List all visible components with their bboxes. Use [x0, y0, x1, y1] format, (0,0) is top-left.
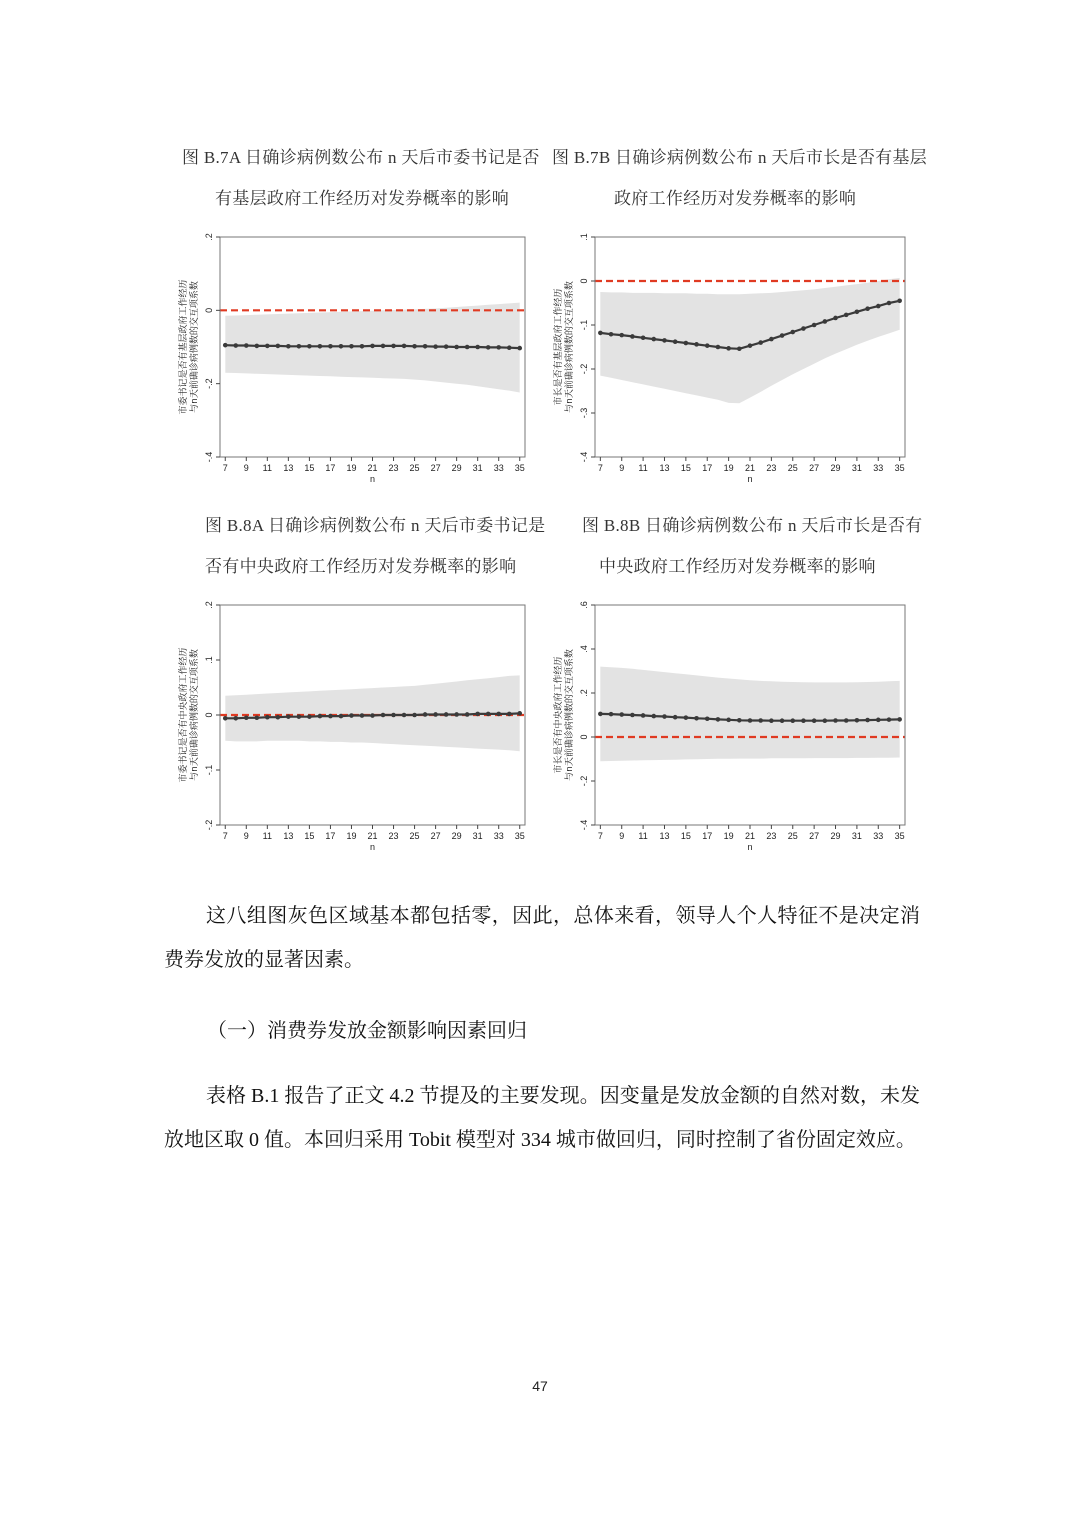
coefficient-point	[412, 713, 417, 718]
coefficient-point	[823, 718, 828, 723]
coefficient-point	[223, 716, 228, 721]
coefficient-point	[265, 715, 270, 720]
x-tick-label: 33	[873, 463, 884, 473]
x-tick-label: 29	[451, 831, 462, 841]
x-tick-label: 23	[766, 463, 777, 473]
chart-b8b	[545, 593, 915, 855]
figure-caption-b8a-line1: 图 B.8A 日确诊病例数公布 n 天后市委书记是	[205, 516, 546, 535]
coefficient-point	[694, 716, 699, 721]
coefficient-point	[812, 718, 817, 723]
coefficient-point	[412, 344, 417, 349]
x-tick-label: 17	[702, 831, 713, 841]
coefficient-point	[486, 712, 491, 717]
coefficient-point	[651, 714, 656, 719]
y-tick-label: .1	[204, 656, 214, 664]
x-axis-label: n	[369, 474, 376, 484]
coefficient-point	[790, 718, 795, 723]
coefficient-point	[705, 343, 710, 348]
coefficient-point	[223, 343, 228, 348]
y-axis-label: 市长是否有中央政府工作经历	[554, 656, 564, 774]
coefficient-point	[444, 712, 449, 717]
x-tick-label: 25	[787, 463, 798, 473]
coefficient-point	[444, 344, 449, 349]
coefficient-point	[517, 346, 522, 351]
figure-caption-b8a-line2: 否有中央政府工作经历对发券概率的影响	[205, 557, 517, 576]
coefficient-point	[865, 718, 870, 723]
figure-caption-b7a-line1: 图 B.7A 日确诊病例数公布 n 天后市委书记是否	[182, 148, 540, 167]
coefficient-point	[673, 339, 678, 344]
coefficient-point	[381, 344, 386, 349]
coefficient-point	[630, 334, 635, 339]
coefficient-point	[619, 712, 624, 717]
body-paragraph-table-b1: 表格 B.1 报告了正文 4.2 节提及的主要发现。因变量是发放金额的自然对数，未发放地区取 0 值。本回归采用 Tobit 模型对 334 城市做回归，同时控制了省份固定效应。	[164, 1085, 920, 1151]
coefficient-point	[328, 714, 333, 719]
coefficient-point	[265, 344, 270, 349]
coefficient-point	[233, 343, 238, 348]
coefficient-point	[496, 345, 501, 350]
y-tick-label: -.4	[204, 451, 214, 463]
x-tick-label: 7	[222, 463, 228, 473]
coefficient-point	[255, 715, 260, 720]
coefficient-point	[737, 718, 742, 723]
coefficient-point	[244, 715, 249, 720]
x-tick-label: 35	[514, 463, 525, 473]
coefficient-point	[855, 310, 860, 315]
x-tick-label: 7	[597, 463, 603, 473]
coefficient-point	[297, 344, 302, 349]
coefficient-point	[609, 332, 614, 337]
coefficient-point	[716, 717, 721, 722]
coefficient-point	[609, 712, 614, 717]
coefficient-point	[297, 714, 302, 719]
coefficient-point	[307, 344, 312, 349]
coefficient-point	[887, 717, 892, 722]
coefficient-point	[475, 345, 480, 350]
coefficient-point	[433, 712, 438, 717]
y-axis-label: 市委书记是否有中央政府工作经历	[179, 647, 189, 783]
chart-b7b	[545, 225, 915, 487]
x-tick-label: 27	[809, 463, 820, 473]
x-tick-label: 7	[222, 831, 228, 841]
x-tick-label: 29	[830, 831, 841, 841]
coefficient-point	[726, 718, 731, 723]
x-tick-label: 21	[744, 463, 756, 473]
figure-caption-b8b-line1: 图 B.8B 日确诊病例数公布 n 天后市长是否有	[582, 516, 923, 535]
page-number: 47	[532, 1378, 548, 1394]
figure-caption-b7b-line1: 图 B.7B 日确诊病例数公布 n 天后市长是否有基层	[552, 148, 928, 167]
coefficient-point	[349, 713, 354, 718]
coefficient-point	[244, 343, 249, 348]
x-tick-label: 13	[283, 463, 294, 473]
coefficient-point	[307, 714, 312, 719]
coefficient-point	[876, 718, 881, 723]
x-axis-label: n	[747, 474, 753, 484]
coefficient-point	[705, 716, 710, 721]
x-tick-label: 27	[809, 831, 820, 841]
coefficient-point	[716, 345, 721, 350]
x-axis-label: n	[369, 842, 376, 852]
coefficient-point	[276, 715, 281, 720]
y-axis-label: 市长是否有基层政府工作经历	[554, 288, 564, 406]
coefficient-point	[486, 345, 491, 350]
y-tick-label: -.4	[579, 451, 589, 463]
chart-b7a	[170, 225, 535, 487]
x-tick-label: 9	[243, 831, 249, 841]
coefficient-point	[255, 344, 260, 349]
coefficient-point	[630, 713, 635, 718]
coefficient-point	[517, 711, 522, 716]
y-tick-label: -.1	[579, 319, 589, 331]
x-tick-label: 19	[346, 831, 357, 841]
coefficient-point	[897, 299, 902, 304]
x-tick-label: 13	[659, 463, 670, 473]
x-tick-label: 21	[744, 831, 756, 841]
x-tick-label: 7	[597, 831, 603, 841]
coefficient-point	[402, 713, 407, 718]
x-tick-label: 11	[262, 831, 272, 841]
y-tick-label: -.2	[579, 775, 589, 787]
coefficient-point	[833, 718, 838, 723]
y-axis-label: 与n天前确诊病例数的交互项系数	[190, 649, 200, 781]
coefficient-point	[423, 712, 428, 717]
coefficient-point	[286, 714, 291, 719]
x-tick-label: 31	[472, 831, 483, 841]
chart-panel-b7a	[170, 225, 535, 487]
coefficient-point	[423, 344, 428, 349]
coefficient-point	[339, 344, 344, 349]
y-tick-label: .6	[579, 601, 589, 609]
coefficient-point	[507, 712, 512, 717]
y-tick-label: -.3	[579, 407, 589, 419]
coefficient-point	[801, 326, 806, 331]
x-tick-label: 15	[680, 463, 691, 473]
x-tick-label: 17	[325, 831, 336, 841]
y-tick-label: -.2	[579, 363, 589, 375]
coefficient-point	[726, 346, 731, 351]
coefficient-point	[844, 718, 849, 723]
y-tick-label: -.2	[204, 819, 214, 831]
x-tick-label: 29	[830, 463, 841, 473]
y-tick-label: .1	[579, 233, 589, 241]
coefficient-point	[812, 323, 817, 328]
x-tick-label: 35	[894, 831, 905, 841]
coefficient-point	[876, 304, 881, 309]
y-tick-label: .2	[579, 689, 589, 697]
chart-panel-b8b	[545, 593, 915, 855]
x-tick-label: 27	[430, 463, 441, 473]
coefficient-point	[651, 337, 656, 342]
y-tick-label: -.4	[579, 819, 589, 831]
coefficient-point	[823, 319, 828, 324]
y-tick-label: 0	[579, 278, 589, 284]
coefficient-point	[507, 345, 512, 350]
y-axis-label: 与n天前确诊病例数的交互项系数	[565, 281, 575, 413]
coefficient-point	[360, 713, 365, 718]
x-tick-label: 23	[388, 463, 399, 473]
x-tick-label: 27	[430, 831, 441, 841]
coefficient-point	[433, 344, 438, 349]
coefficient-point	[748, 718, 753, 723]
x-tick-label: 31	[851, 831, 862, 841]
confidence-band	[600, 278, 899, 403]
x-tick-label: 11	[638, 831, 648, 841]
coefficient-point	[276, 344, 281, 349]
coefficient-point	[737, 346, 742, 351]
coefficient-point	[855, 718, 860, 723]
x-tick-label: 15	[680, 831, 691, 841]
x-tick-label: 33	[493, 463, 504, 473]
x-tick-label: 19	[723, 831, 734, 841]
coefficient-point	[454, 345, 459, 350]
x-tick-label: 19	[723, 463, 734, 473]
x-tick-label: 11	[638, 463, 648, 473]
x-tick-label: 31	[472, 463, 483, 473]
coefficient-point	[349, 344, 354, 349]
chart-b8a	[170, 593, 535, 855]
coefficient-point	[758, 718, 763, 723]
x-tick-label: 23	[766, 831, 777, 841]
coefficient-point	[897, 717, 902, 722]
coefficient-point	[318, 714, 323, 719]
coefficient-point	[598, 712, 603, 717]
coefficient-point	[619, 333, 624, 338]
coefficient-point	[758, 340, 763, 345]
coefficient-point	[391, 713, 396, 718]
coefficient-point	[865, 306, 870, 311]
coefficient-point	[769, 337, 774, 342]
coefficient-point	[370, 344, 375, 349]
x-tick-label: 21	[367, 463, 378, 473]
y-tick-label: 0	[204, 712, 214, 718]
coefficient-point	[673, 715, 678, 720]
y-axis-label: 市委书记是否有基层政府工作经历	[179, 279, 189, 415]
confidence-band	[600, 667, 899, 762]
x-tick-label: 23	[388, 831, 399, 841]
x-tick-label: 11	[262, 463, 272, 473]
y-tick-label: 0	[579, 734, 589, 740]
x-tick-label: 25	[409, 831, 420, 841]
y-tick-label: .4	[579, 645, 589, 653]
coefficient-point	[233, 716, 238, 721]
coefficient-point	[641, 335, 646, 340]
x-tick-label: 31	[851, 463, 862, 473]
coefficient-point	[833, 316, 838, 321]
x-axis-label: n	[747, 842, 753, 852]
x-tick-label: 15	[304, 831, 315, 841]
figure-caption-b7a-line2: 有基层政府工作经历对发券概率的影响	[215, 189, 510, 208]
coefficient-point	[465, 345, 470, 350]
figure-caption-b8b-line2: 中央政府工作经历对发券概率的影响	[599, 557, 876, 576]
coefficient-point	[780, 718, 785, 723]
coefficient-point	[370, 713, 375, 718]
x-tick-label: 9	[619, 463, 625, 473]
coefficient-point	[402, 344, 407, 349]
coefficient-point	[684, 715, 689, 720]
coefficient-point	[286, 344, 291, 349]
y-tick-label: .2	[204, 233, 214, 241]
coefficient-point	[694, 342, 699, 347]
coefficient-point	[662, 338, 667, 343]
x-tick-label: 15	[304, 463, 315, 473]
chart-panel-b7b	[545, 225, 915, 487]
x-tick-label: 17	[702, 463, 713, 473]
coefficient-point	[465, 712, 470, 717]
body-paragraph-conclusion: 这八组图灰色区域基本都包括零，因此，总体来看，领导人个人特征不是决定消费券发放的显著因素。	[164, 905, 920, 971]
coefficient-point	[454, 712, 459, 717]
x-tick-label: 9	[619, 831, 625, 841]
coefficient-point	[684, 341, 689, 346]
figure-caption-b7b-line2: 政府工作经历对发券概率的影响	[614, 189, 857, 208]
x-tick-label: 35	[894, 463, 905, 473]
x-tick-label: 33	[493, 831, 504, 841]
coefficient-point	[496, 712, 501, 717]
coefficient-point	[801, 718, 806, 723]
y-tick-label: .2	[204, 601, 214, 609]
y-tick-label: 0	[204, 307, 214, 313]
chart-panel-b8a	[170, 593, 535, 855]
coefficient-point	[475, 712, 480, 717]
coefficient-point	[769, 718, 774, 723]
x-tick-label: 13	[659, 831, 670, 841]
coefficient-point	[780, 333, 785, 338]
coefficient-point	[328, 344, 333, 349]
y-tick-label: -.1	[204, 764, 214, 776]
x-tick-label: 13	[283, 831, 294, 841]
coefficient-point	[844, 313, 849, 318]
x-tick-label: 25	[787, 831, 798, 841]
x-tick-label: 21	[367, 831, 378, 841]
y-tick-label: -.2	[204, 378, 214, 389]
coefficient-point	[360, 344, 365, 349]
x-tick-label: 19	[346, 463, 357, 473]
x-tick-label: 9	[243, 463, 249, 473]
x-tick-label: 33	[873, 831, 884, 841]
coefficient-point	[391, 344, 396, 349]
y-axis-label: 与n天前确诊病例数的交互项系数	[565, 649, 575, 781]
x-tick-label: 35	[514, 831, 525, 841]
coefficient-point	[339, 714, 344, 719]
y-axis-label: 与n天前确诊病例数的交互项系数	[190, 281, 200, 413]
coefficient-point	[598, 331, 603, 336]
coefficient-point	[662, 714, 667, 719]
x-tick-label: 25	[409, 463, 420, 473]
x-tick-label: 29	[451, 463, 462, 473]
coefficient-point	[887, 301, 892, 306]
coefficient-point	[790, 330, 795, 335]
x-tick-label: 17	[325, 463, 336, 473]
section-heading: （一）消费券发放金额影响因素回归	[207, 1020, 527, 1042]
coefficient-point	[748, 343, 753, 348]
coefficient-point	[641, 713, 646, 718]
coefficient-point	[318, 344, 323, 349]
coefficient-point	[381, 713, 386, 718]
